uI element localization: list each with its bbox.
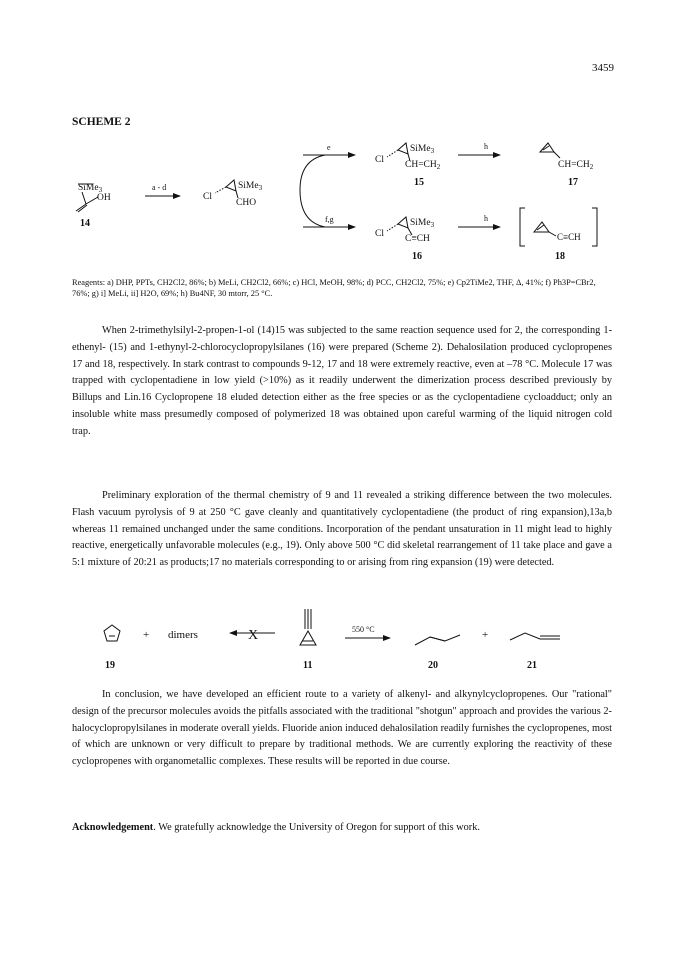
c14-sime: SiMe — [78, 183, 99, 193]
svg-text:SiMe3: SiMe$_3$ — [410, 218, 435, 229]
compound-16-number: 16 — [412, 251, 422, 262]
c16-cl: Cl — [375, 229, 384, 239]
compound-19-number: 19 — [105, 660, 115, 671]
compound-11-number: 11 — [303, 660, 313, 671]
arrow-label-h2: h — [484, 214, 488, 223]
compound-15-number: 15 — [414, 177, 424, 188]
c15-vinyl: CH=CH — [405, 160, 437, 170]
c16-sime: SiMe — [410, 218, 431, 228]
compound-18-number: 18 — [555, 251, 565, 262]
compound-15-structure — [387, 143, 410, 161]
svg-text:CH=CH2: $CH=CH_2$ — [558, 160, 594, 171]
c14-oh: OH — [97, 193, 111, 203]
c15-sime: SiMe — [410, 144, 431, 154]
compound-17-number: 17 — [568, 177, 578, 188]
ack-heading: Acknowledgement — [72, 822, 154, 833]
scheme-title: SCHEME 2 — [72, 116, 131, 128]
arrow-label-e: e — [327, 143, 331, 152]
arrow-label-a-d: a - d — [152, 183, 167, 192]
compound-16-structure — [387, 217, 412, 235]
thermal-reaction-diagram — [0, 605, 683, 675]
paragraph-3: In conclusion, we have developed an efficient route to a variety of alkenyl- and alkynylcyclopropenes. Our "rational" design of the precursor molecules avoids the pitfalls associated with the traditional "shotgun" approach and provides the various 2-halocyclopropylsilanes in moderate overall yields. Fluoride anion induced dehalosilation readily furnishes the cyclopropenes, most of which are unknown or very difficult to prepare by traditional methods. We are currently exploring the reactivity of these cyclopropenes with organometallic complexes. These results will be reported in due course. — [72, 689, 612, 768]
compound-14-number: 14 — [80, 218, 90, 229]
cross-mark: X — [248, 628, 259, 643]
ald-sime: SiMe — [238, 181, 259, 191]
ald-cl: Cl — [203, 192, 212, 202]
paragraph-2: Preliminary exploration of the thermal chemistry of 9 and 11 revealed a striking difference between the two molecules. Flash vacuum pyrolysis of 9 at 250 °C gave cleanly and quantitatively cyclopentadiene (the product of ring expansion),13a,b whereas 11 remained unchanged under the same conditions. Incorporation of the pendant unsaturation in 11 might lead to highly reactive, energetically unfavorable molecules (e.g., 19). Only above 500 °C did skeletal rearrangement of 11 take place and gave a 5:1 mixture of 20:21 as products;17 no materials corresponding to or arising from ring expansion (19) were detected. — [72, 490, 612, 569]
svg-text:CH=CH2: $CH=CH_2$ — [405, 160, 441, 171]
plus-2: + — [482, 629, 489, 641]
temp-label: 550 °C — [352, 625, 375, 634]
paragraph-1: When 2-trimethylsilyl-2-propen-1-ol (14)15 was subjected to the same reaction sequence used for 2, the corresponding 1-ethenyl- (15) and 1-ethynyl-2-chlorocyclopropylsilanes (16) were prepared (Scheme 2). Dehalosilation produced cyclopropenes 17 and 18, respectively. In stark contrast to compounds 9-12, 17 and 18 were extremely reactive, even at –78 °C. Molecule 17 was trapped with cyclopentadiene in low yield (>10%) as it readily underwent the dimerization process described previously by Billups and Lin.16 Cyclopropene 18 eluded detection either as the free species or as the cyclopentadiene cycloadduct; only an insoluble white mass presumedly composed of polymerized 18 was obtained upon careful warming of the liquid nitrogen cold trap. — [72, 325, 612, 437]
ald-cho: CHO — [236, 198, 257, 208]
scheme-2-diagram — [0, 0, 683, 300]
c11-ring — [300, 631, 316, 645]
page-number: 3459 — [592, 62, 614, 74]
compound-21-number: 21 — [527, 660, 537, 671]
compound-17-structure — [540, 143, 560, 158]
reagents-caption: Reagents: a) DHP, PPTs, CH2Cl2, 86%; b) MeLi, CH2Cl2, 66%; c) HCl, MeOH, 98%; d) PCC, CH2Cl2, 75%; e) Cp2TiMe2, THF, Δ, 41%; f) Ph3P=CBr2, 76%; g) i] MeLi, ii] H2O, 69%; h) Bu4NF, 30 mtorr, 25 °C. — [72, 278, 596, 298]
cyclopentadiene-structure — [104, 625, 120, 641]
ack-text: . We gratefully acknowledge the University of Oregon for support of this work. — [153, 822, 480, 833]
compound-20-number: 20 — [428, 660, 438, 671]
plus-1: + — [143, 629, 150, 641]
compound-20-structure — [415, 635, 460, 645]
svg-text:SiMe3: SiMe$_3$ — [410, 144, 435, 155]
c17-vinyl: CH=CH — [558, 160, 590, 170]
arrow-label-h1: h — [484, 142, 488, 151]
svg-text:SiMe3: SiMe$_3$ — [238, 181, 263, 192]
svg-text:SiMe3: SiMe$_3$ — [78, 183, 103, 194]
dimers-label: dimers — [168, 629, 198, 641]
c18-alkyne: C≡CH — [557, 232, 581, 242]
c16-alkyne: C≡CH — [405, 234, 430, 244]
aldehyde-cyclopropane-structure — [215, 180, 238, 198]
c15-cl: Cl — [375, 155, 384, 165]
acknowledgement — [72, 822, 612, 833]
branch-bracket — [300, 155, 325, 227]
arrow-label-fg: f,g — [325, 215, 334, 224]
